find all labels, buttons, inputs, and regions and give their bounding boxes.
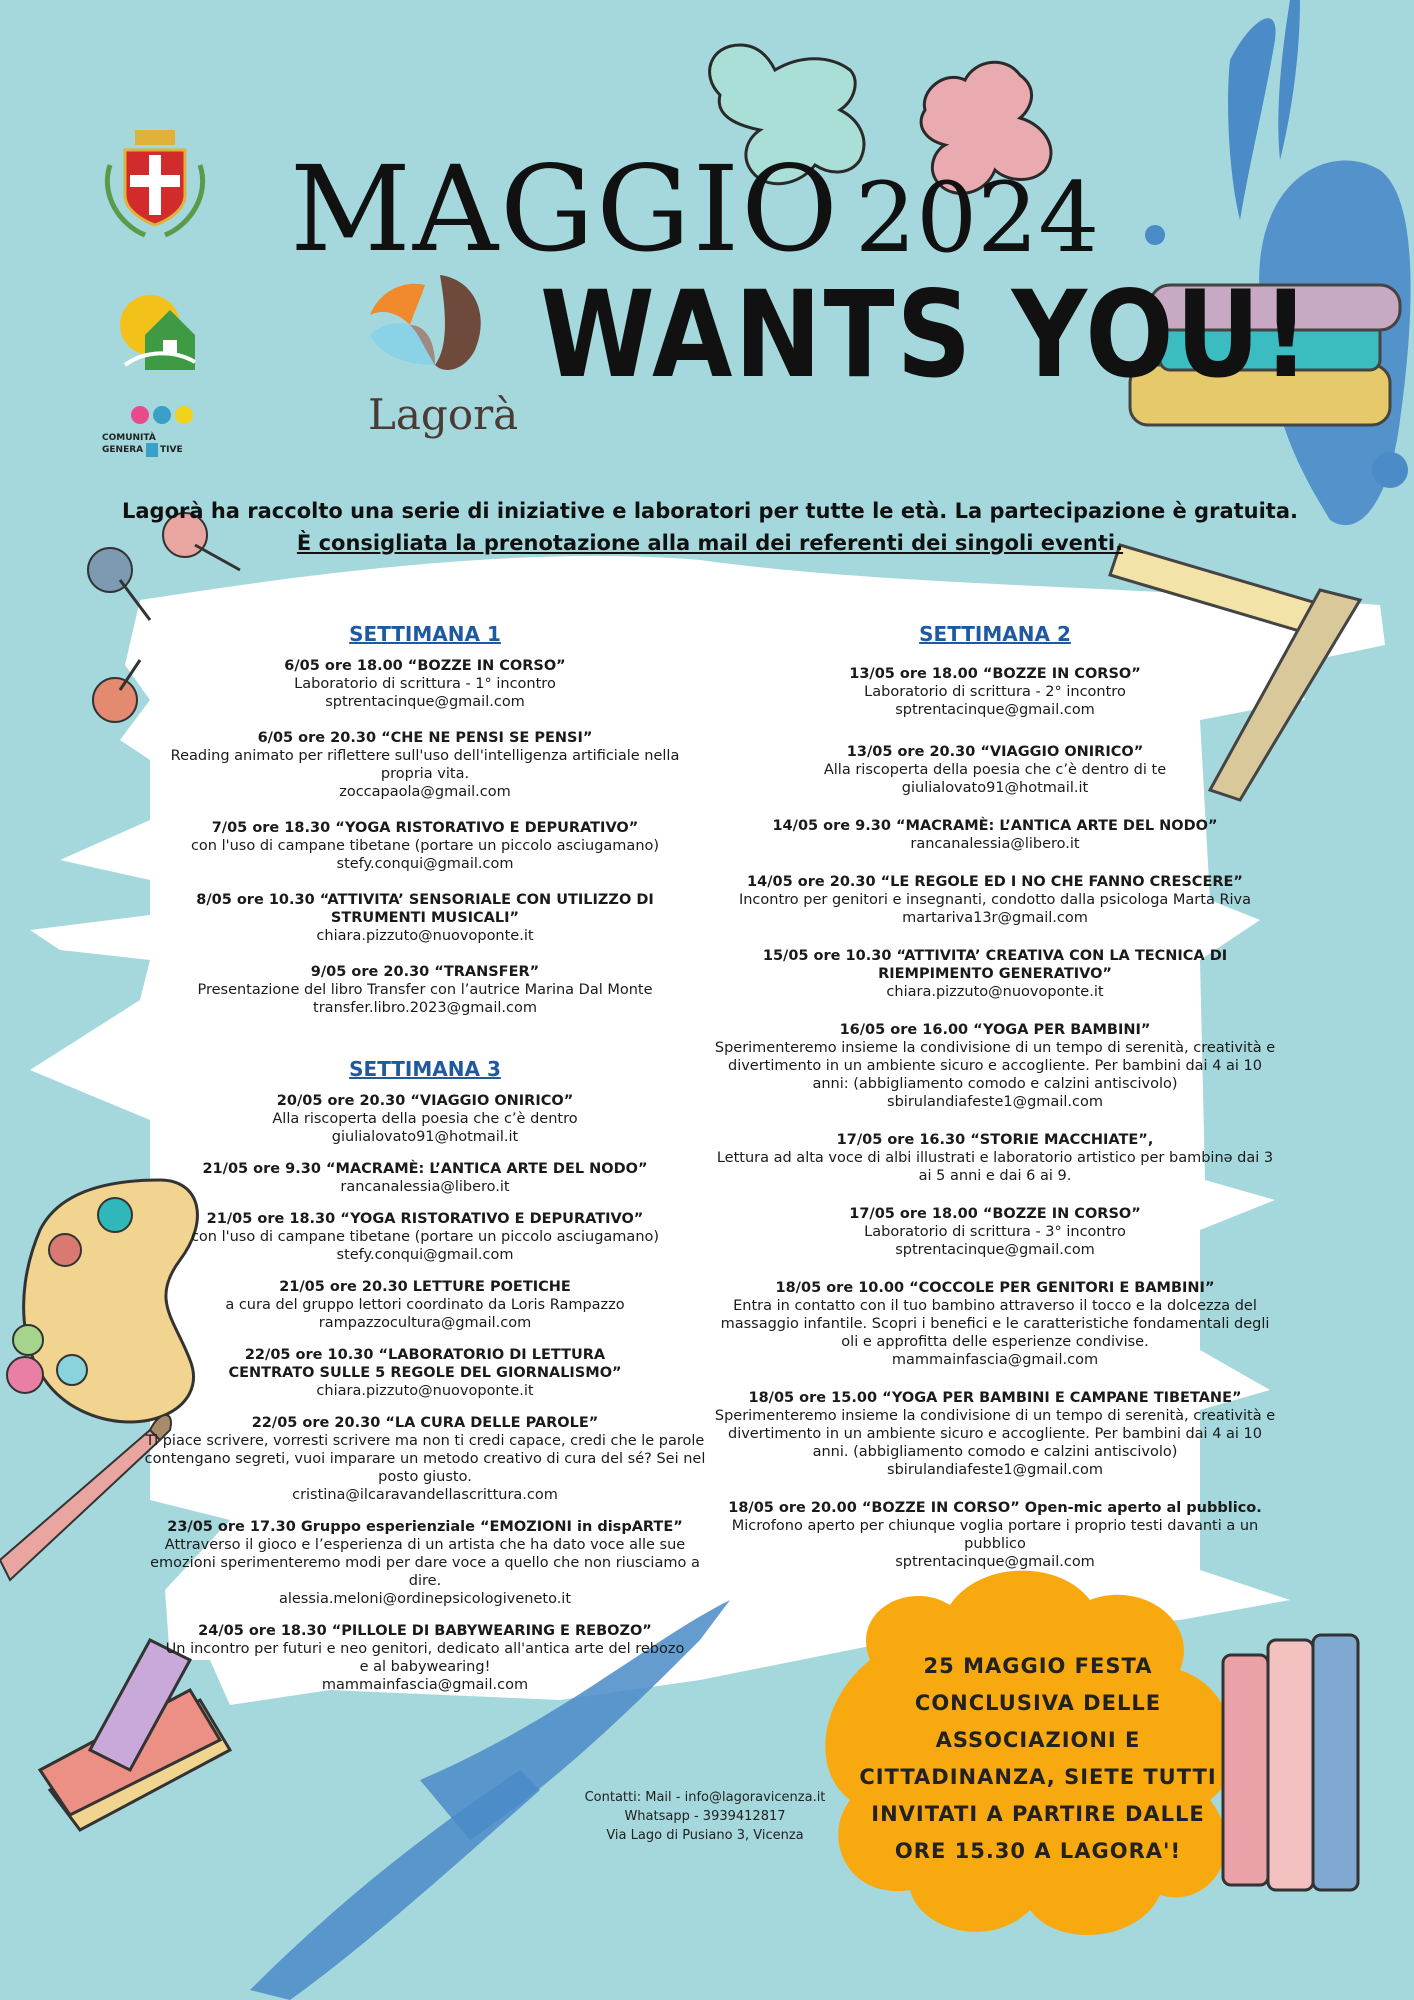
event bbox=[710, 947, 1280, 1001]
event-heading: 15/05 ore 10.30 “ATTIVITA’ CREATIVA CON LA TECNICA DI RIEMPIMENTO GENERATIVO” bbox=[762, 948, 1228, 982]
event-heading: 14/05 ore 9.30 “MACRAMÈ: L’ANTICA ARTE DEL NODO” bbox=[772, 818, 1218, 834]
event-heading: 21/05 ore 20.30 LETTURE POETICHE bbox=[279, 1279, 571, 1295]
event bbox=[165, 963, 685, 1017]
event-description: Presentazione del libro Transfer con l’autrice Marina Dal Monte bbox=[197, 982, 653, 998]
event bbox=[140, 1622, 710, 1694]
event-email: stefy.conqui@gmail.com bbox=[336, 1247, 514, 1263]
week-2-column bbox=[710, 622, 1280, 1589]
comunita-generative-logo-icon bbox=[100, 405, 280, 475]
event-heading: 22/05 ore 20.30 “LA CURA DELLE PAROLE” bbox=[251, 1415, 599, 1431]
event-description: Attraverso il gioco e l’esperienza di un artista che ha dato voce alle sue emozioni sperimenteremo modi per dare voce a quello che non riusciamo a dire. bbox=[150, 1537, 700, 1589]
event-email: sptrentacinque@gmail.com bbox=[325, 694, 525, 710]
event-email: chiara.pizzuto@nuovoponte.it bbox=[886, 984, 1104, 1000]
event bbox=[140, 1414, 710, 1504]
event bbox=[165, 891, 685, 945]
event bbox=[710, 873, 1280, 927]
event-heading: 13/05 ore 18.00 “BOZZE IN CORSO” bbox=[849, 666, 1141, 682]
event-heading: 8/05 ore 10.30 “ATTIVITA’ SENSORIALE CON UTILIZZO DI STRUMENTI MUSICALI” bbox=[196, 892, 654, 926]
event-email: sbirulandiafeste1@gmail.com bbox=[887, 1462, 1103, 1478]
event-description: Alla riscoperta della poesia che c’è dentro di te bbox=[823, 762, 1167, 778]
intro-line-1: Lagorà ha raccolto una serie di iniziative e laboratori per tutte le età. La partecipazione è gratuita. bbox=[122, 499, 1298, 523]
event-email: rampazzocultura@gmail.com bbox=[318, 1315, 532, 1331]
event bbox=[140, 1278, 710, 1332]
event-description: con l'uso di campane tibetane (portare un piccolo asciugamano) bbox=[190, 1229, 660, 1245]
event-email: cristina@ilcaravandellascrittura.com bbox=[292, 1487, 558, 1503]
event-description: Alla riscoperta della poesia che c’è dentro bbox=[272, 1111, 578, 1127]
event bbox=[140, 1092, 710, 1146]
event-email: giulialovato91@hotmail.it bbox=[331, 1129, 519, 1145]
event bbox=[710, 1205, 1280, 1259]
event-email: rancanalessia@libero.it bbox=[910, 836, 1080, 852]
event-email: sptrentacinque@gmail.com bbox=[895, 1242, 1095, 1258]
event bbox=[140, 1210, 710, 1264]
event-email: sptrentacinque@gmail.com bbox=[895, 702, 1095, 718]
event bbox=[710, 743, 1280, 797]
event bbox=[140, 1160, 710, 1196]
event-heading: 6/05 ore 18.00 “BOZZE IN CORSO” bbox=[284, 658, 566, 674]
event-description: Laboratorio di scrittura - 2° incontro bbox=[864, 684, 1126, 700]
event-description: Lettura ad alta voce di albi illustrati e laboratorio artistico per bambinә dai 3 ai 5 anni e dai 6 ai 9. bbox=[716, 1150, 1274, 1184]
svg-text:TIVE: TIVE bbox=[160, 445, 183, 455]
event-description: Microfono aperto per chiunque voglia portare i proprio testi davanti a un pubblico bbox=[731, 1518, 1259, 1552]
event-heading: 9/05 ore 20.30 “TRANSFER” bbox=[310, 964, 540, 980]
event-email: alessia.meloni@ordinepsicologiveneto.it bbox=[278, 1591, 572, 1607]
event-description: Incontro per genitori e insegnanti, condotto dalla psicologa Marta Riva bbox=[738, 892, 1252, 908]
event-heading: 13/05 ore 20.30 “VIAGGIO ONIRICO” bbox=[846, 744, 1144, 760]
event-description: Sperimenteremo insieme la condivisione di un tempo di serenità, creatività e divertimento in un ambiente sicuro e accogliente. Per bambini dai 4 ai 10 anni. (abbigliamento comodo e calzini antiscivolo) bbox=[714, 1408, 1276, 1460]
event bbox=[710, 1499, 1280, 1571]
community-house-icon bbox=[115, 290, 200, 380]
week-3-title: SETTIMANA 3 bbox=[349, 1057, 501, 1081]
contact-email: Contatti: Mail - info@lagoravicenza.it bbox=[584, 1790, 826, 1805]
event-heading: 18/05 ore 20.00 “BOZZE IN CORSO” Open-mic aperto al pubblico. bbox=[728, 1500, 1262, 1516]
event-description: Laboratorio di scrittura - 1° incontro bbox=[294, 676, 556, 692]
event bbox=[710, 1021, 1280, 1111]
event bbox=[710, 1131, 1280, 1185]
event-email: mammainfascia@gmail.com bbox=[891, 1352, 1099, 1368]
lagora-logo-icon bbox=[365, 265, 495, 385]
week-2-title: SETTIMANA 2 bbox=[919, 622, 1071, 646]
event bbox=[710, 1389, 1280, 1479]
event bbox=[710, 665, 1280, 719]
event-email: martariva13r@gmail.com bbox=[902, 910, 1088, 926]
event-heading: 7/05 ore 18.30 “YOGA RISTORATIVO E DEPURATIVO” bbox=[211, 820, 639, 836]
event-heading: 22/05 ore 10.30 “LABORATORIO DI LETTURA CENTRATO SULLE 5 REGOLE DEL GIORNALISMO” bbox=[228, 1347, 622, 1381]
event bbox=[165, 729, 685, 801]
contact-whatsapp: Whatsapp - 3939412817 bbox=[624, 1809, 786, 1824]
event-heading: 18/05 ore 10.00 “COCCOLE PER GENITORI E BAMBINI” bbox=[775, 1280, 1215, 1296]
event-heading: 24/05 ore 18.30 “PILLOLE DI BABYWEARING E REBOZO” bbox=[198, 1623, 652, 1639]
event bbox=[140, 1518, 710, 1608]
event bbox=[710, 817, 1280, 853]
contact-address: Via Lago di Pusiano 3, Vicenza bbox=[606, 1828, 804, 1843]
event-description: Ti piace scrivere, vorresti scrivere ma non ti credi capace, credi che le parole contengano segreti, vuoi imparare un metodo creativo di cura del sé? Sei nel posto giusto. bbox=[144, 1433, 706, 1485]
event-description: propria vita. bbox=[380, 766, 470, 782]
event-heading: 20/05 ore 20.30 “VIAGGIO ONIRICO” bbox=[276, 1093, 574, 1109]
event bbox=[165, 819, 685, 873]
event-email: chiara.pizzuto@nuovoponte.it bbox=[316, 928, 534, 944]
event-heading: 16/05 ore 16.00 “YOGA PER BAMBINI” bbox=[839, 1022, 1151, 1038]
event bbox=[140, 1346, 710, 1400]
event-email: zoccapaola@gmail.com bbox=[339, 784, 511, 800]
event-description: Laboratorio di scrittura - 3° incontro bbox=[864, 1224, 1126, 1240]
event-email: giulialovato91@hotmail.it bbox=[901, 780, 1089, 796]
title-month: MAGGIO bbox=[290, 140, 840, 278]
event-heading: 21/05 ore 9.30 “MACRAMÈ: L’ANTICA ARTE DEL NODO” bbox=[202, 1161, 648, 1177]
event-description: Un incontro per futuri e neo genitori, dedicato all'antica arte del rebozo e al babywearing! bbox=[165, 1641, 685, 1675]
event-email: rancanalessia@libero.it bbox=[340, 1179, 510, 1195]
event-email: transfer.libro.2023@gmail.com bbox=[313, 1000, 537, 1016]
event-description: Reading animato per riflettere sull'uso dell'intelligenza artificiale nella bbox=[170, 748, 680, 764]
week-3-column bbox=[140, 1057, 710, 1712]
event-email: sbirulandiafeste1@gmail.com bbox=[887, 1094, 1103, 1110]
svg-text:GENERA: GENERA bbox=[102, 445, 144, 455]
brand-name: Lagorà bbox=[368, 390, 519, 439]
city-crest-icon bbox=[100, 125, 210, 240]
closing-party-announcement: 25 MAGGIO FESTA CONCLUSIVA DELLE ASSOCIAZIONI E CITTADINANZA, SIETE TUTTI INVITATI A PARTIRE DALLE ORE 15.30 A LAGORA'! bbox=[859, 1654, 1217, 1863]
event-description: Sperimenteremo insieme la condivisione di un tempo di serenità, creatività e divertimento in un ambiente sicuro e accogliente. Per bambini dai 4 ai 10 anni: (abbigliamento comodo e calzini antiscivolo) bbox=[714, 1040, 1276, 1092]
intro bbox=[110, 495, 1310, 559]
event bbox=[710, 1279, 1280, 1369]
title-year: 2024 bbox=[855, 162, 1100, 274]
event-email: stefy.conqui@gmail.com bbox=[336, 856, 514, 872]
event-heading: 23/05 ore 17.30 Gruppo esperienziale “EMOZIONI in dispARTE” bbox=[167, 1519, 683, 1535]
event-heading: 6/05 ore 20.30 “CHE NE PENSI SE PENSI” bbox=[257, 730, 593, 746]
week-1-title: SETTIMANA 1 bbox=[349, 622, 501, 646]
event-description: a cura del gruppo lettori coordinato da Loris Rampazzo bbox=[225, 1297, 625, 1313]
event-description: con l'uso di campane tibetane (portare un piccolo asciugamano) bbox=[190, 838, 660, 854]
event-description: Entra in contatto con il tuo bambino attraverso il tocco e la dolcezza del massaggio infantile. Scopri i benefici e le caratteristiche fondamentali degli oli e approfitta delle esperienze condivise. bbox=[720, 1298, 1270, 1350]
event-email: chiara.pizzuto@nuovoponte.it bbox=[316, 1383, 534, 1399]
event-heading: 17/05 ore 18.00 “BOZZE IN CORSO” bbox=[849, 1206, 1141, 1222]
event-heading: 17/05 ore 16.30 “STORIE MACCHIATE”, bbox=[836, 1132, 1154, 1148]
tagline: WANTS YOU! bbox=[540, 264, 1312, 405]
event-heading: 14/05 ore 20.30 “LE REGOLE ED I NO CHE FANNO CRESCERE” bbox=[747, 874, 1243, 890]
svg-text:COMUNITÀ: COMUNITÀ bbox=[102, 433, 156, 443]
event-email: mammainfascia@gmail.com bbox=[321, 1677, 529, 1693]
contacts bbox=[560, 1788, 850, 1845]
intro-line-2: È consigliata la prenotazione alla mail dei referenti dei singoli eventi. bbox=[296, 531, 1124, 555]
week-1-column bbox=[165, 622, 685, 1035]
event-heading: 18/05 ore 15.00 “YOGA PER BAMBINI E CAMPANE TIBETANE” bbox=[748, 1390, 1242, 1406]
event-email: sptrentacinque@gmail.com bbox=[895, 1554, 1095, 1570]
event bbox=[165, 657, 685, 711]
event-heading: 21/05 ore 18.30 “YOGA RISTORATIVO E DEPURATIVO” bbox=[206, 1211, 644, 1227]
